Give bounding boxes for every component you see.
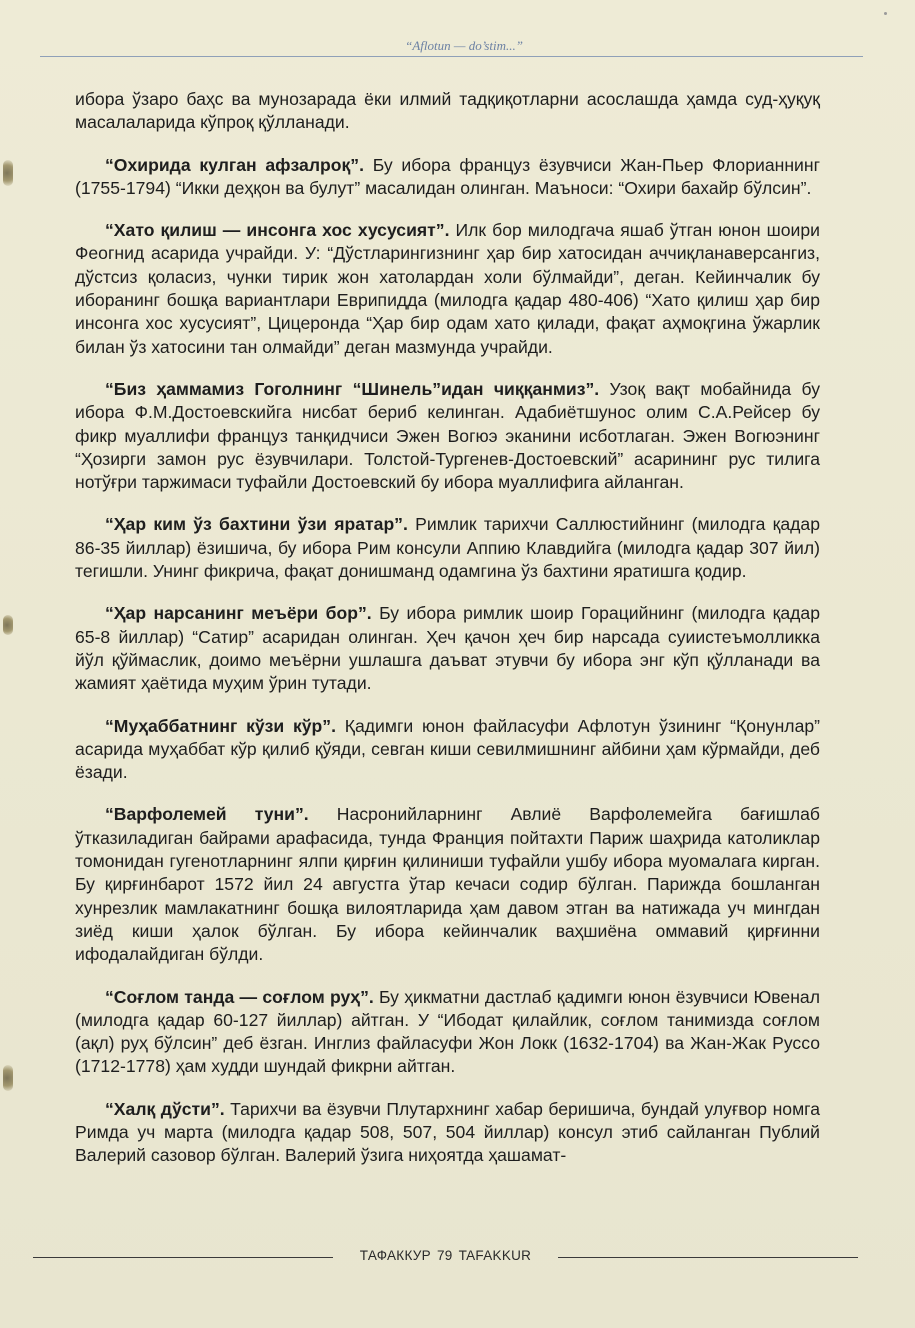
binding-hole-mark — [3, 160, 13, 186]
footer-rule-right — [558, 1257, 858, 1258]
entry-paragraph — [75, 803, 820, 966]
entry-phrase: “Халқ дўсти”. — [105, 1098, 225, 1119]
footer-text — [333, 1248, 558, 1263]
footer-journal-cyrillic: ТАФАККУР — [359, 1248, 431, 1263]
entry-paragraph — [75, 378, 820, 494]
entry-phrase: “Ҳар нарсанинг меъёри бор”. — [105, 603, 372, 624]
entry-paragraph — [75, 602, 820, 695]
page-footer — [33, 1247, 858, 1267]
entry-phrase: “Муҳаббатнинг кўзи кўр”. — [105, 715, 336, 736]
entry-text: Илк бор милодгача яшаб ўтган юнон шоири Феогнид асарида учрайди. У: “Дўстларингизнинг ҳар бир хатосидан аччиқланаверсангиз, дўстсиз қоласиз, чунки тирик жон хатолардан холи бўлмайди”, деган. Кейинчалик бу иборанинг бошқа вариантлари Еврипидда (милодга қадар 480-406) “Хато қилиш ҳар бир инсонга хос хусусият”, Цицеронда “Ҳар бир одам хато қилади, фақат аҳмоқгина ўжарлик билан ўз хатосини тан олмайди” деган мазмунда учрайди. — [75, 220, 820, 357]
running-header — [40, 34, 863, 58]
binding-hole-mark — [3, 615, 13, 635]
entry-phrase: “Биз ҳаммамиз Гоголнинг “Шинель”идан чиққанмиз”. — [105, 378, 600, 399]
entry-text: Тарихчи ва ёзувчи Плутархнинг хабар беришича, бундай улуғвор номга Римда уч марта (милодга қадар 508, 507, 504 йиллар) консул этиб сайланган Публий Валерий сазовор бўлган. Валерий ўзига ниҳоятда ҳашамат- — [75, 1098, 820, 1166]
entry-paragraph — [75, 986, 820, 1079]
entry-paragraph — [75, 154, 820, 201]
entry-phrase: “Соғлом танда — соғлом руҳ”. — [105, 986, 374, 1007]
entry-text: Бу ибора римлик шоир Горацийнинг (милодга қадар 65-8 йиллар) “Сатир” асаридан олинган. Ҳеч қачон ҳеч бир нарсада суиистеъмолликка йўл қўймаслик, доимо меъёрни ушлашга даъват этувчи бу ибора энг кўп қўлланади ва жамият ҳаётида муҳим ўрин тутади. — [75, 603, 820, 694]
entry-text: Бу ҳикматни дастлаб қадимги юнон ёзувчиси Ювенал (милодга қадар 60-127 йиллар) айтган. У “Ибодат қилайлик, соғлом танимизда соғлом (ақл) руҳ бўлсин” деб ёзган. Инглиз файласуфи Жон Локк (1632-1704) ва Жан-Жак Руссо (1712-1778) ҳам худди шундай фикрни айтган. — [75, 986, 820, 1077]
entry-phrase: “Ҳар ким ўз бахтини ўзи яратар”. — [105, 514, 408, 535]
footer-journal-latin: TAFAKKUR — [458, 1248, 532, 1263]
entry-paragraph — [75, 513, 820, 583]
header-rule — [40, 56, 863, 57]
entry-phrase: “Хато қилиш — инсонга хос хусусият”. — [105, 220, 450, 241]
entry-text: Римлик тарихчи Саллюстийнинг (милодга қадар 86-35 йиллар) ёзишича, бу ибора Рим консули Аппию Клавдийга (милодга қадар 307 йил) тегишли. Унинг фикрича, фақат донишманд одамгина ўз бахтини яратишга қодир. — [75, 514, 820, 582]
running-header-title: “Aflotun — do’stim...” — [405, 38, 523, 53]
paper-speck — [884, 12, 887, 15]
entry-text: Насронийларнинг Авлиё Варфолемейга бағишлаб ўтказиладиган байрами арафасида, тунда Франция пойтахти Париж шаҳрида католиклар томонидан гугенотларнинг ялпи қирғин қилиниши туфайли ушбу ибора муомалага кирган. Бу қирғинбарот 1572 йил 24 августга ўтар кечаси содир бўлган. Парижда бошланган хунрезлик мамлакатнинг бошқа вилоятларида ҳам давом этган ва натижада уч мингдан зиёд киши ҳалок бўлган. Бу ибора кейинчалик ваҳшиёна оммавий қирғинни ифодалайдиган бўлди. — [75, 804, 820, 965]
entry-phrase: “Охирида кулган афзалроқ”. — [105, 154, 364, 175]
entry-paragraph — [75, 1098, 820, 1168]
entry-paragraph — [75, 219, 820, 359]
entry-paragraph — [75, 715, 820, 785]
page-number: 79 — [436, 1248, 453, 1263]
footer-rule-left — [33, 1257, 333, 1258]
entry-phrase: “Варфолемей туни”. — [105, 804, 309, 825]
entry-text: Узоқ вақт мобайнида бу ибора Ф.М.Достоевскийга нисбат бериб келинган. Адабиётшунос олим С.А.Рейсер бу фикр муаллифи француз танқидчиси Эжен Вогюэ эканини исботлаган. Эжен Вогюэнинг “Ҳозирги замон рус ёзувчилари. Толстой-Тургенев-Достоевский” асарининг рус тилига нотўғри таржимаси туфайли Достоевский бу ибора муаллифига айланган. — [75, 378, 820, 493]
binding-hole-mark — [3, 1065, 13, 1091]
intro-paragraph: ибора ўзаро баҳс ва мунозарада ёки илмий тадқиқотларни асослашда ҳамда суд-ҳуқуқ масалаларида кўпроқ қўлланади. — [75, 89, 820, 133]
entry-text: Бу ибора француз ёзувчиси Жан-Пьер Флорианнинг (1755-1794) “Икки деҳқон ва булут” масалидан олинган. Маъноси: “Охири бахайр бўлсин”. — [75, 154, 820, 198]
article-body — [75, 88, 820, 1187]
entry-text: Қадимги юнон файласуфи Афлотун ўзининг “Қонунлар” асарида муҳаббат кўр қилиб қўяди, севган киши севилмишнинг айбини ҳам кўрмайди, деб ёзади. — [75, 715, 820, 783]
